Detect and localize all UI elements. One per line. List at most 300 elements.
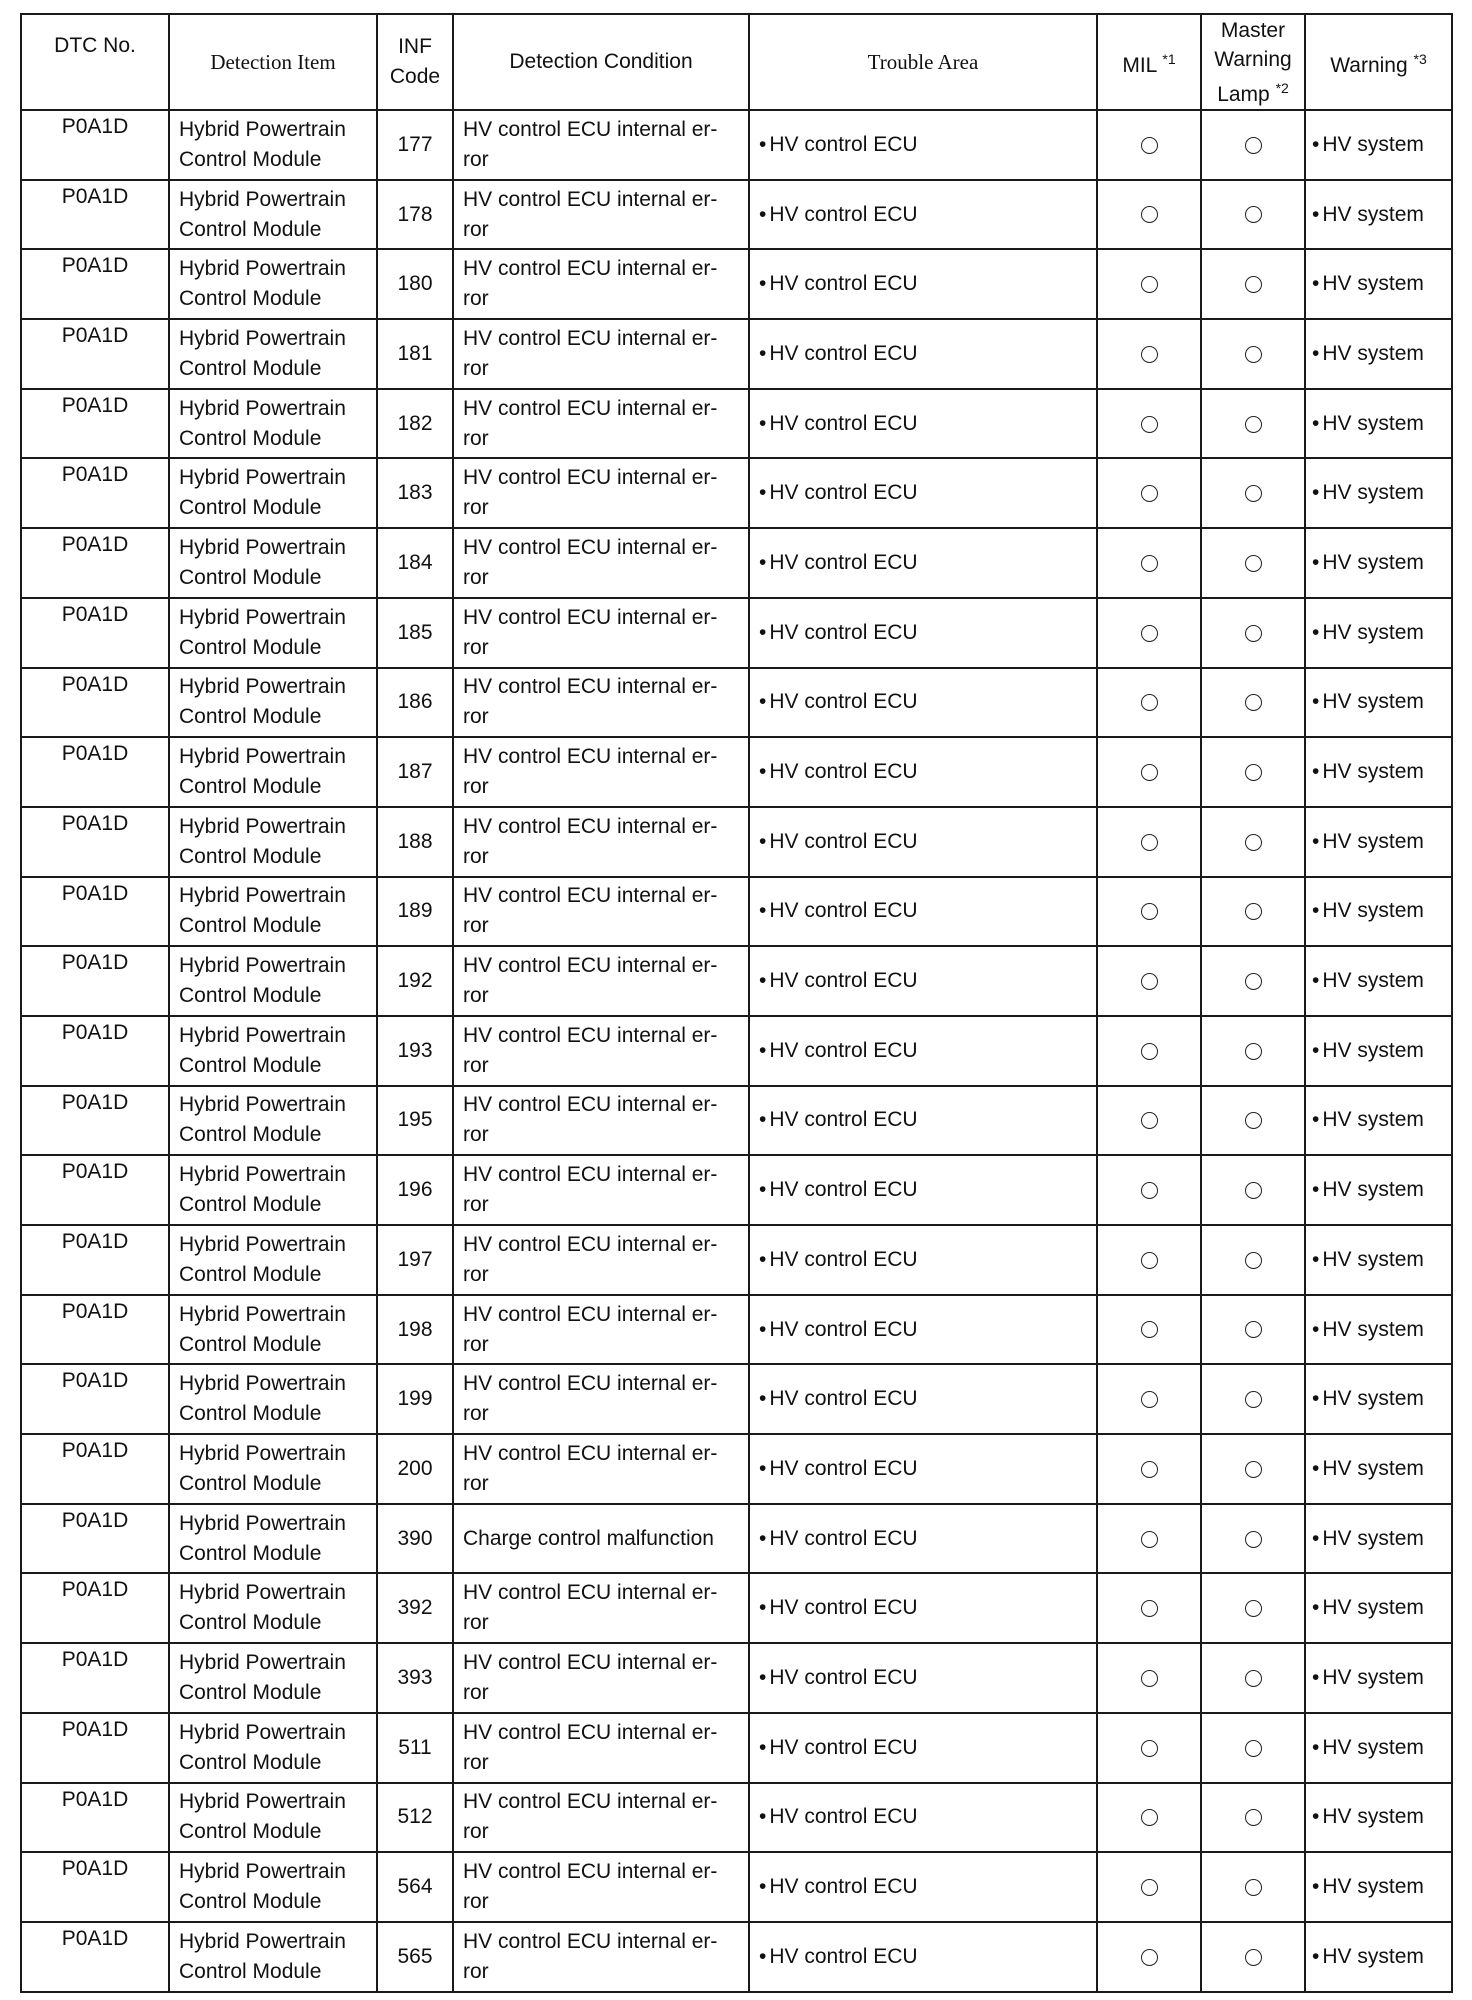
- header-master-line2: Warning: [1214, 47, 1292, 71]
- detection-item-cell: [169, 668, 377, 738]
- trouble-area-cell: [749, 1922, 1097, 1992]
- table-row: [21, 1573, 1452, 1643]
- master-warning-cell: [1201, 1643, 1305, 1713]
- detection-item-cell: [169, 1504, 377, 1574]
- detection-item-line2: Control Module: [179, 1680, 322, 1704]
- detection-condition-cell: [453, 668, 749, 738]
- inf-code-value: 192: [397, 969, 433, 993]
- circle-icon: [1141, 1949, 1158, 1966]
- inf-code-cell: [377, 1364, 453, 1434]
- table-row: [21, 1364, 1452, 1434]
- bullet-icon: •: [1312, 969, 1320, 993]
- warning-cell: [1305, 389, 1452, 459]
- trouble-area-value: HV control ECU: [769, 1178, 918, 1202]
- circle-icon: [1141, 625, 1158, 642]
- header-mil-note: *1: [1162, 50, 1176, 67]
- detection-item-line1: Hybrid Powertrain: [179, 1511, 346, 1535]
- detection-condition-line2: ror: [463, 705, 489, 729]
- detection-condition-cell: [453, 319, 749, 389]
- detection-condition-line2: ror: [463, 1262, 489, 1286]
- dtc-value: P0A1D: [61, 1020, 129, 1044]
- header-warning: [1305, 14, 1452, 110]
- master-warning-cell: [1201, 598, 1305, 668]
- inf-code-cell: [377, 1852, 453, 1922]
- master-warning-cell: [1201, 389, 1305, 459]
- detection-condition-line1: HV control ECU internal er-: [463, 1163, 718, 1187]
- inf-code-value: 564: [397, 1875, 433, 1899]
- detection-item-line2: Control Module: [179, 426, 322, 450]
- bullet-icon: •: [759, 1875, 767, 1899]
- detection-item-line1: Hybrid Powertrain: [179, 745, 346, 769]
- detection-condition-line2: ror: [463, 1890, 489, 1914]
- mil-cell: [1097, 1852, 1201, 1922]
- detection-condition-line2: ror: [463, 147, 489, 171]
- detection-condition-line2: ror: [463, 984, 489, 1008]
- trouble-area-value: HV control ECU: [769, 272, 918, 296]
- master-warning-cell: [1201, 1573, 1305, 1643]
- table-row: [21, 1852, 1452, 1922]
- trouble-area-value: HV control ECU: [769, 899, 918, 923]
- detection-item-cell: [169, 319, 377, 389]
- header-trouble-area: [749, 14, 1097, 110]
- detection-condition-cell: [453, 1364, 749, 1434]
- detection-condition-cell: [453, 110, 749, 180]
- circle-icon: [1141, 1600, 1158, 1617]
- warning-value: HV system: [1322, 272, 1424, 296]
- inf-code-value: 392: [397, 1596, 433, 1620]
- bullet-icon: •: [759, 829, 767, 853]
- circle-icon: [1245, 1112, 1262, 1129]
- circle-icon: [1141, 1112, 1158, 1129]
- bullet-icon: •: [1312, 1387, 1320, 1411]
- mil-cell: [1097, 1922, 1201, 1992]
- master-warning-cell: [1201, 877, 1305, 947]
- mil-cell: [1097, 1783, 1201, 1853]
- detection-item-line2: Control Module: [179, 1611, 322, 1635]
- mil-cell: [1097, 458, 1201, 528]
- circle-icon: [1245, 973, 1262, 990]
- bullet-icon: •: [1312, 202, 1320, 226]
- detection-item-line2: Control Module: [179, 1820, 322, 1844]
- inf-code-value: 565: [397, 1944, 433, 1968]
- trouble-area-cell: [749, 1155, 1097, 1225]
- dtc-cell: [21, 180, 169, 250]
- inf-code-value: 187: [397, 760, 433, 784]
- table-row: [21, 1504, 1452, 1574]
- inf-code-value: 200: [397, 1456, 433, 1480]
- circle-icon: [1245, 1252, 1262, 1269]
- trouble-area-cell: [749, 389, 1097, 459]
- bullet-icon: •: [759, 481, 767, 505]
- circle-icon: [1141, 1391, 1158, 1408]
- detection-item-line2: Control Module: [179, 287, 322, 311]
- warning-value: HV system: [1322, 1178, 1424, 1202]
- master-warning-cell: [1201, 807, 1305, 877]
- master-warning-cell: [1201, 1225, 1305, 1295]
- trouble-area-value: HV control ECU: [769, 202, 918, 226]
- table-row: [21, 946, 1452, 1016]
- mil-cell: [1097, 1504, 1201, 1574]
- mil-cell: [1097, 1225, 1201, 1295]
- inf-code-cell: [377, 1504, 453, 1574]
- trouble-area-value: HV control ECU: [769, 1317, 918, 1341]
- circle-icon: [1245, 1600, 1262, 1617]
- inf-code-cell: [377, 668, 453, 738]
- header-warning-note: *3: [1413, 50, 1427, 67]
- circle-icon: [1245, 1949, 1262, 1966]
- header-detection-condition-label: Detection Condition: [509, 50, 693, 73]
- detection-item-line1: Hybrid Powertrain: [179, 1790, 346, 1814]
- bullet-icon: •: [759, 1317, 767, 1341]
- bullet-icon: •: [1312, 411, 1320, 435]
- bullet-icon: •: [1312, 1735, 1320, 1759]
- inf-code-value: 181: [397, 341, 433, 365]
- table-row: [21, 110, 1452, 180]
- header-master-warning-lamp: [1201, 14, 1305, 110]
- dtc-value: P0A1D: [61, 951, 129, 975]
- trouble-area-cell: [749, 1573, 1097, 1643]
- detection-condition-line1: HV control ECU internal er-: [463, 1372, 718, 1396]
- detection-condition-line1: HV control ECU internal er-: [463, 1441, 718, 1465]
- detection-item-cell: [169, 737, 377, 807]
- inf-code-cell: [377, 877, 453, 947]
- header-inf-code-line1: INF: [398, 35, 432, 58]
- detection-item-cell: [169, 946, 377, 1016]
- dtc-cell: [21, 598, 169, 668]
- trouble-area-cell: [749, 1364, 1097, 1434]
- header-detection-item: [169, 14, 377, 110]
- mil-cell: [1097, 319, 1201, 389]
- mil-cell: [1097, 389, 1201, 459]
- detection-condition-line1: HV control ECU internal er-: [463, 1790, 718, 1814]
- detection-condition-line1: HV control ECU internal er-: [463, 1093, 718, 1117]
- header-row: [21, 14, 1452, 110]
- circle-icon: [1141, 416, 1158, 433]
- inf-code-cell: [377, 528, 453, 598]
- detection-item-line1: Hybrid Powertrain: [179, 814, 346, 838]
- warning-cell: [1305, 1713, 1452, 1783]
- dtc-cell: [21, 1364, 169, 1434]
- detection-condition-line1: Charge control malfunction: [463, 1526, 714, 1550]
- bullet-icon: •: [1312, 1247, 1320, 1271]
- detection-item-line1: Hybrid Powertrain: [179, 675, 346, 699]
- dtc-table: [20, 13, 1453, 1993]
- table-row: [21, 1713, 1452, 1783]
- bullet-icon: •: [1312, 481, 1320, 505]
- circle-icon: [1245, 694, 1262, 711]
- header-inf-code: [377, 14, 453, 110]
- circle-icon: [1141, 555, 1158, 572]
- detection-item-cell: [169, 249, 377, 319]
- warning-cell: [1305, 598, 1452, 668]
- trouble-area-value: HV control ECU: [769, 620, 918, 644]
- inf-code-value: 197: [397, 1247, 433, 1271]
- trouble-area-value: HV control ECU: [769, 1526, 918, 1550]
- dtc-cell: [21, 1504, 169, 1574]
- detection-item-line1: Hybrid Powertrain: [179, 1163, 346, 1187]
- dtc-value: P0A1D: [61, 1717, 129, 1741]
- dtc-cell: [21, 807, 169, 877]
- warning-value: HV system: [1322, 1108, 1424, 1132]
- inf-code-value: 180: [397, 272, 433, 296]
- circle-icon: [1245, 1740, 1262, 1757]
- bullet-icon: •: [1312, 690, 1320, 714]
- dtc-cell: [21, 946, 169, 1016]
- dtc-cell: [21, 1643, 169, 1713]
- trouble-area-cell: [749, 319, 1097, 389]
- dtc-value: P0A1D: [61, 254, 129, 278]
- trouble-area-value: HV control ECU: [769, 1735, 918, 1759]
- table-row: [21, 528, 1452, 598]
- circle-icon: [1141, 1252, 1158, 1269]
- detection-condition-cell: [453, 598, 749, 668]
- trouble-area-cell: [749, 1504, 1097, 1574]
- table-row: [21, 598, 1452, 668]
- dtc-cell: [21, 1783, 169, 1853]
- detection-condition-line1: HV control ECU internal er-: [463, 187, 718, 211]
- mil-cell: [1097, 737, 1201, 807]
- master-warning-cell: [1201, 458, 1305, 528]
- dtc-value: P0A1D: [61, 1230, 129, 1253]
- bullet-icon: •: [759, 132, 767, 156]
- circle-icon: [1141, 276, 1158, 293]
- bullet-icon: •: [759, 760, 767, 784]
- detection-condition-cell: [453, 807, 749, 877]
- dtc-value: P0A1D: [61, 602, 129, 626]
- circle-icon: [1141, 485, 1158, 502]
- master-warning-cell: [1201, 319, 1305, 389]
- warning-value: HV system: [1322, 1944, 1424, 1968]
- circle-icon: [1245, 485, 1262, 502]
- detection-item-line1: Hybrid Powertrain: [179, 257, 346, 281]
- dtc-cell: [21, 1713, 169, 1783]
- header-detection-item-label: Detection Item: [210, 50, 336, 74]
- detection-item-line1: Hybrid Powertrain: [179, 1023, 346, 1047]
- detection-item-line2: Control Module: [179, 1332, 322, 1356]
- dtc-value: P0A1D: [61, 672, 129, 696]
- detection-condition-cell: [453, 180, 749, 250]
- detection-item-line2: Control Module: [179, 1193, 322, 1217]
- table-row: [21, 668, 1452, 738]
- bullet-icon: •: [759, 1178, 767, 1202]
- warning-value: HV system: [1322, 481, 1424, 505]
- dtc-value: P0A1D: [61, 881, 129, 905]
- circle-icon: [1141, 346, 1158, 363]
- detection-condition-line2: ror: [463, 1680, 489, 1704]
- inf-code-value: 185: [397, 620, 433, 644]
- inf-code-cell: [377, 1295, 453, 1365]
- master-warning-cell: [1201, 1086, 1305, 1156]
- dtc-value: P0A1D: [61, 1578, 129, 1602]
- circle-icon: [1141, 1043, 1158, 1060]
- warning-cell: [1305, 528, 1452, 598]
- master-warning-cell: [1201, 1364, 1305, 1434]
- detection-condition-line2: ror: [463, 775, 489, 799]
- bullet-icon: •: [1312, 341, 1320, 365]
- mil-cell: [1097, 1643, 1201, 1713]
- inf-code-value: 186: [397, 690, 433, 714]
- detection-condition-cell: [453, 737, 749, 807]
- detection-item-cell: [169, 1573, 377, 1643]
- table-row: [21, 1295, 1452, 1365]
- trouble-area-value: HV control ECU: [769, 341, 918, 365]
- detection-item-line1: Hybrid Powertrain: [179, 1232, 346, 1256]
- inf-code-cell: [377, 946, 453, 1016]
- table-row: [21, 877, 1452, 947]
- trouble-area-value: HV control ECU: [769, 132, 918, 156]
- detection-condition-cell: [453, 877, 749, 947]
- trouble-area-value: HV control ECU: [769, 1875, 918, 1899]
- warning-value: HV system: [1322, 1665, 1424, 1689]
- circle-icon: [1245, 206, 1262, 223]
- detection-condition-cell: [453, 1295, 749, 1365]
- detection-item-line1: Hybrid Powertrain: [179, 1302, 346, 1326]
- circle-icon: [1141, 137, 1158, 154]
- circle-icon: [1141, 1740, 1158, 1757]
- mil-cell: [1097, 110, 1201, 180]
- bullet-icon: •: [759, 1944, 767, 1968]
- bullet-icon: •: [1312, 760, 1320, 784]
- mil-cell: [1097, 877, 1201, 947]
- inf-code-cell: [377, 1434, 453, 1504]
- circle-icon: [1245, 1879, 1262, 1896]
- detection-item-line1: Hybrid Powertrain: [179, 1093, 346, 1117]
- warning-cell: [1305, 1643, 1452, 1713]
- bullet-icon: •: [759, 1387, 767, 1411]
- detection-item-cell: [169, 807, 377, 877]
- dtc-value: P0A1D: [61, 184, 129, 208]
- detection-item-cell: [169, 389, 377, 459]
- dtc-value: P0A1D: [61, 463, 129, 487]
- inf-code-cell: [377, 1016, 453, 1086]
- warning-value: HV system: [1322, 1317, 1424, 1341]
- header-warning-label: Warning: [1330, 53, 1408, 77]
- table-row: [21, 737, 1452, 807]
- bullet-icon: •: [759, 1665, 767, 1689]
- circle-icon: [1245, 346, 1262, 363]
- dtc-cell: [21, 1016, 169, 1086]
- dtc-value: P0A1D: [61, 1926, 129, 1950]
- trouble-area-value: HV control ECU: [769, 1596, 918, 1620]
- detection-item-line2: Control Module: [179, 1471, 322, 1495]
- detection-item-line2: Control Module: [179, 1053, 322, 1077]
- circle-icon: [1245, 834, 1262, 851]
- header-master-note: *2: [1275, 79, 1289, 96]
- warning-value: HV system: [1322, 899, 1424, 923]
- trouble-area-value: HV control ECU: [769, 1387, 918, 1411]
- warning-cell: [1305, 1364, 1452, 1434]
- detection-condition-line1: HV control ECU internal er-: [463, 1581, 718, 1605]
- circle-icon: [1245, 625, 1262, 642]
- detection-condition-line2: ror: [463, 1471, 489, 1495]
- detection-item-line2: Control Module: [179, 356, 322, 380]
- detection-condition-line1: HV control ECU internal er-: [463, 954, 718, 978]
- trouble-area-cell: [749, 1783, 1097, 1853]
- detection-item-line1: Hybrid Powertrain: [179, 117, 346, 141]
- detection-condition-line2: ror: [463, 426, 489, 450]
- dtc-value: P0A1D: [61, 324, 129, 348]
- detection-item-line2: Control Module: [179, 217, 322, 241]
- dtc-cell: [21, 668, 169, 738]
- mil-cell: [1097, 807, 1201, 877]
- detection-condition-line2: ror: [463, 844, 489, 868]
- table-row: [21, 1225, 1452, 1295]
- detection-condition-cell: [453, 946, 749, 1016]
- warning-value: HV system: [1322, 969, 1424, 993]
- inf-code-value: 199: [397, 1387, 433, 1411]
- trouble-area-value: HV control ECU: [769, 411, 918, 435]
- detection-item-line1: Hybrid Powertrain: [179, 1720, 346, 1744]
- inf-code-value: 195: [397, 1108, 433, 1132]
- detection-item-line2: Control Module: [179, 1262, 322, 1286]
- detection-item-line2: Control Module: [179, 565, 322, 589]
- master-warning-cell: [1201, 528, 1305, 598]
- header-dtc-no: [21, 14, 169, 110]
- master-warning-cell: [1201, 946, 1305, 1016]
- detection-condition-line1: HV control ECU internal er-: [463, 466, 718, 490]
- dtc-value: P0A1D: [61, 1787, 129, 1811]
- dtc-cell: [21, 389, 169, 459]
- mil-cell: [1097, 1295, 1201, 1365]
- bullet-icon: •: [1312, 1875, 1320, 1899]
- warning-cell: [1305, 668, 1452, 738]
- mil-cell: [1097, 668, 1201, 738]
- mil-cell: [1097, 1155, 1201, 1225]
- inf-code-cell: [377, 1643, 453, 1713]
- bullet-icon: •: [759, 1108, 767, 1132]
- circle-icon: [1245, 1182, 1262, 1199]
- trouble-area-cell: [749, 249, 1097, 319]
- detection-condition-line2: ror: [463, 635, 489, 659]
- warning-cell: [1305, 1434, 1452, 1504]
- bullet-icon: •: [1312, 1108, 1320, 1132]
- dtc-cell: [21, 319, 169, 389]
- detection-condition-cell: [453, 458, 749, 528]
- dtc-cell: [21, 1852, 169, 1922]
- detection-item-line2: Control Module: [179, 1123, 322, 1147]
- dtc-cell: [21, 1295, 169, 1365]
- circle-icon: [1245, 764, 1262, 781]
- trouble-area-value: HV control ECU: [769, 481, 918, 505]
- trouble-area-value: HV control ECU: [769, 969, 918, 993]
- detection-condition-cell: [453, 1086, 749, 1156]
- bullet-icon: •: [1312, 550, 1320, 574]
- detection-item-line1: Hybrid Powertrain: [179, 1929, 346, 1953]
- master-warning-cell: [1201, 1713, 1305, 1783]
- detection-item-line1: Hybrid Powertrain: [179, 1441, 346, 1465]
- detection-condition-line1: HV control ECU internal er-: [463, 1232, 718, 1256]
- detection-condition-cell: [453, 1016, 749, 1086]
- bullet-icon: •: [759, 341, 767, 365]
- table-row: [21, 1016, 1452, 1086]
- dtc-cell: [21, 458, 169, 528]
- detection-condition-line2: ror: [463, 217, 489, 241]
- detection-item-line2: Control Module: [179, 775, 322, 799]
- warning-cell: [1305, 946, 1452, 1016]
- header-inf-code-line2: Code: [389, 65, 441, 88]
- bullet-icon: •: [1312, 1178, 1320, 1202]
- detection-item-line1: Hybrid Powertrain: [179, 1860, 346, 1884]
- table-body: [21, 110, 1452, 1992]
- mil-cell: [1097, 528, 1201, 598]
- trouble-area-value: HV control ECU: [769, 690, 918, 714]
- bullet-icon: •: [759, 1038, 767, 1062]
- inf-code-value: 196: [397, 1178, 433, 1202]
- bullet-icon: •: [1312, 829, 1320, 853]
- inf-code-cell: [377, 1573, 453, 1643]
- warning-cell: [1305, 180, 1452, 250]
- dtc-value: P0A1D: [61, 533, 129, 557]
